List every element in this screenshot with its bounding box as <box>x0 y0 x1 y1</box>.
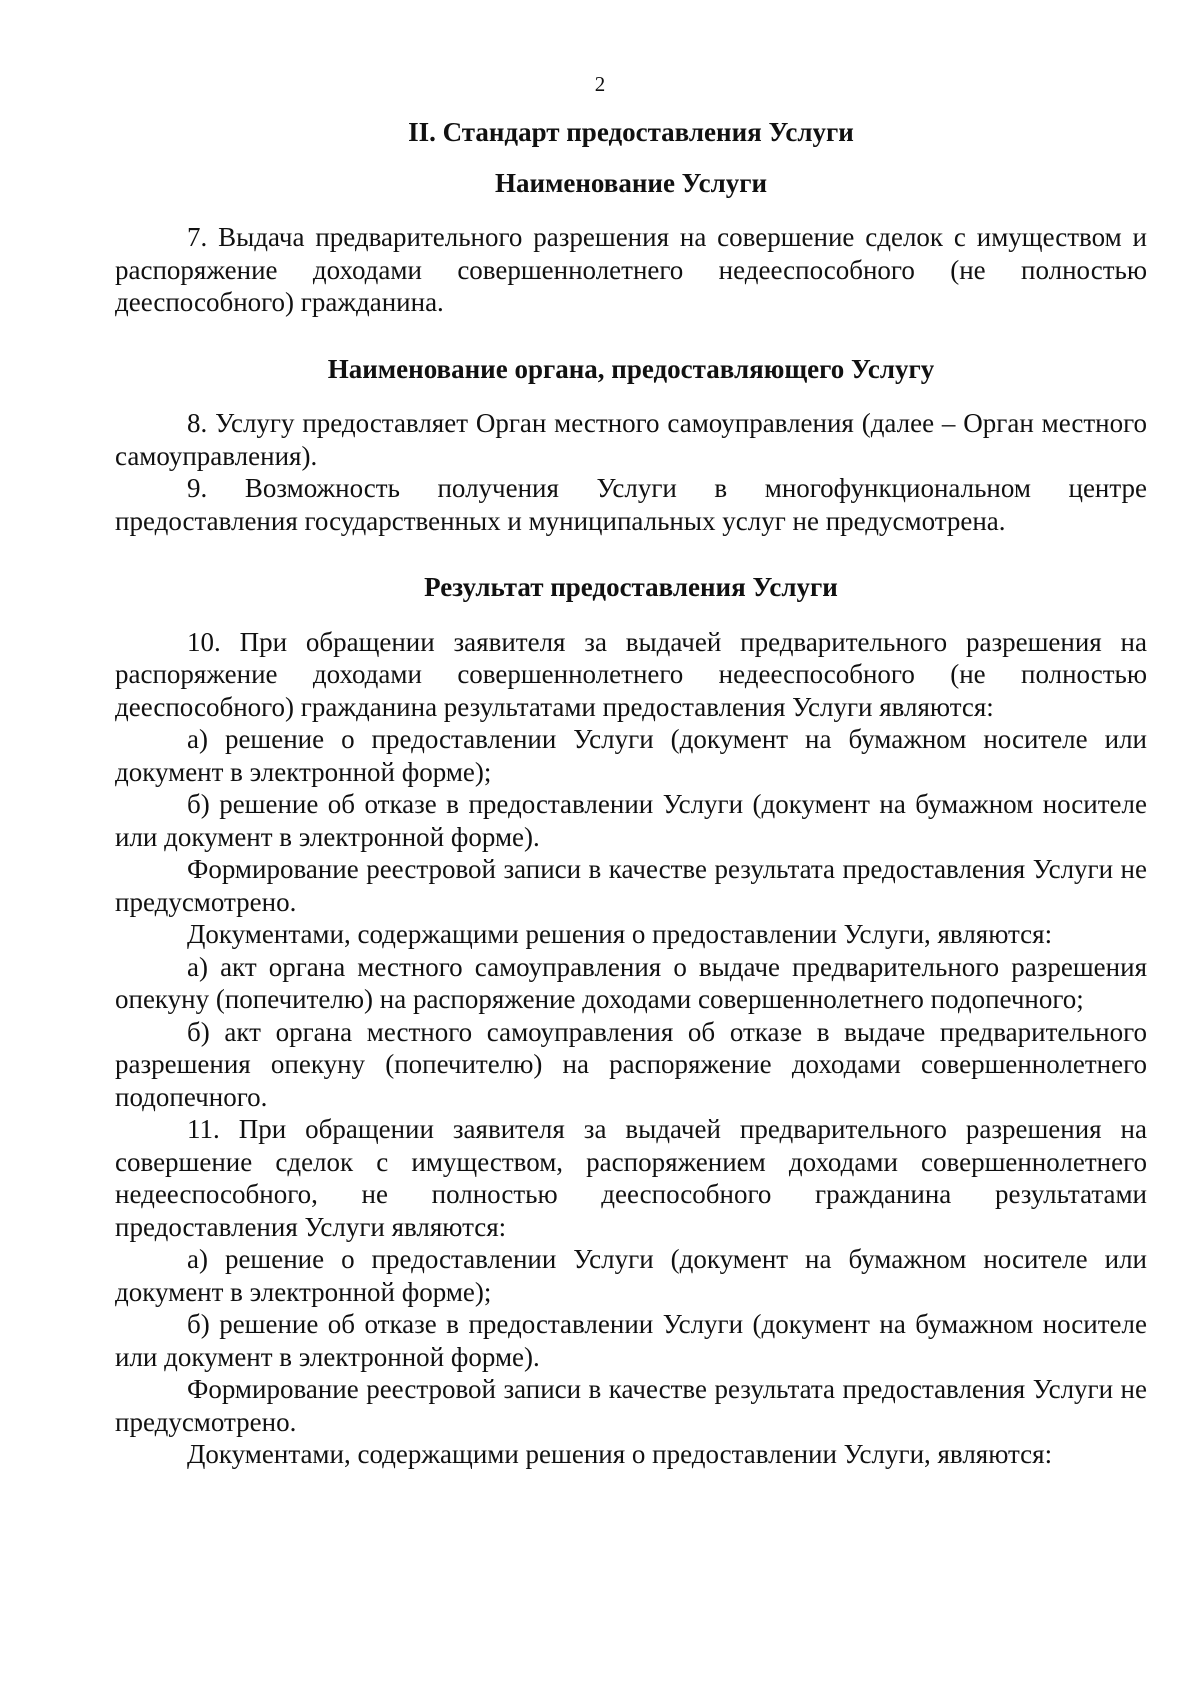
paragraph-10-a: а) решение о предоставлении Услуги (документ на бумажном носителе или документ в электронной форме); <box>115 724 1147 787</box>
paragraph-10-registry: Формирование реестровой записи в качестве результата предоставления Услуги не предусмотрено. <box>115 854 1147 917</box>
heading-providing-body: Наименование органа, предоставляющего Услугу <box>327 353 935 384</box>
document-body <box>115 116 1147 1471</box>
heading-service-result: Результат предоставления Услуги <box>424 572 838 602</box>
paragraph-11-documents: Документами, содержащими решения о предоставлении Услуги, являются: <box>187 1439 1053 1469</box>
paragraph-8: 8. Услугу предоставляет Орган местного самоуправления (далее – Орган местного самоуправления). <box>115 408 1147 471</box>
paragraph-10-documents: Документами, содержащими решения о предоставлении Услуги, являются: <box>187 919 1053 949</box>
section-title: II. Стандарт предоставления Услуги <box>408 117 854 147</box>
paragraph-11: 11. При обращении заявителя за выдачей предварительного разрешения на совершение сделок с имуществом, распоряжением доходами совершеннолетнего недееспособного, не полностью дееспособного гражданина результатами предоставления Услуги являются: <box>115 1114 1147 1242</box>
heading-service-name: Наименование Услуги <box>494 167 768 198</box>
page-number: 2 <box>594 72 606 96</box>
paragraph-7: 7. Выдача предварительного разрешения на совершение сделок с имуществом и распоряжение доходами совершеннолетнего недееспособного (не полностью дееспособного) гражданина. <box>115 222 1147 317</box>
paragraph-10-doc-b: б) акт органа местного самоуправления об отказе в выдаче предварительного разрешения опекуну (попечителю) на распоряжение доходами совершеннолетнего подопечного. <box>115 1016 1147 1112</box>
paragraph-11-a: а) решение о предоставлении Услуги (документ на бумажном носителе или документ в электронной форме); <box>115 1244 1147 1307</box>
paragraph-11-registry: Формирование реестровой записи в качестве результата предоставления Услуги не предусмотрено. <box>115 1374 1147 1437</box>
paragraph-9: 9. Возможность получения Услуги в многофункциональном центре предоставления государственных и муниципальных услуг не предусмотрена. <box>115 473 1147 536</box>
paragraph-10: 10. При обращении заявителя за выдачей предварительного разрешения на распоряжение доходами совершеннолетнего недееспособного (не полностью дееспособного) гражданина результатами предоставления Услуги являются: <box>115 626 1147 722</box>
paragraph-11-b: б) решение об отказе в предоставлении Услуги (документ на бумажном носителе или документ в электронной форме). <box>115 1309 1147 1372</box>
paragraph-10-doc-a: а) акт органа местного самоуправления о выдаче предварительного разрешения опекуну (попечителю) на распоряжение доходами совершеннолетнего подопечного; <box>115 951 1147 1014</box>
paragraph-10-b: б) решение об отказе в предоставлении Услуги (документ на бумажном носителе или документ в электронной форме). <box>115 789 1147 852</box>
